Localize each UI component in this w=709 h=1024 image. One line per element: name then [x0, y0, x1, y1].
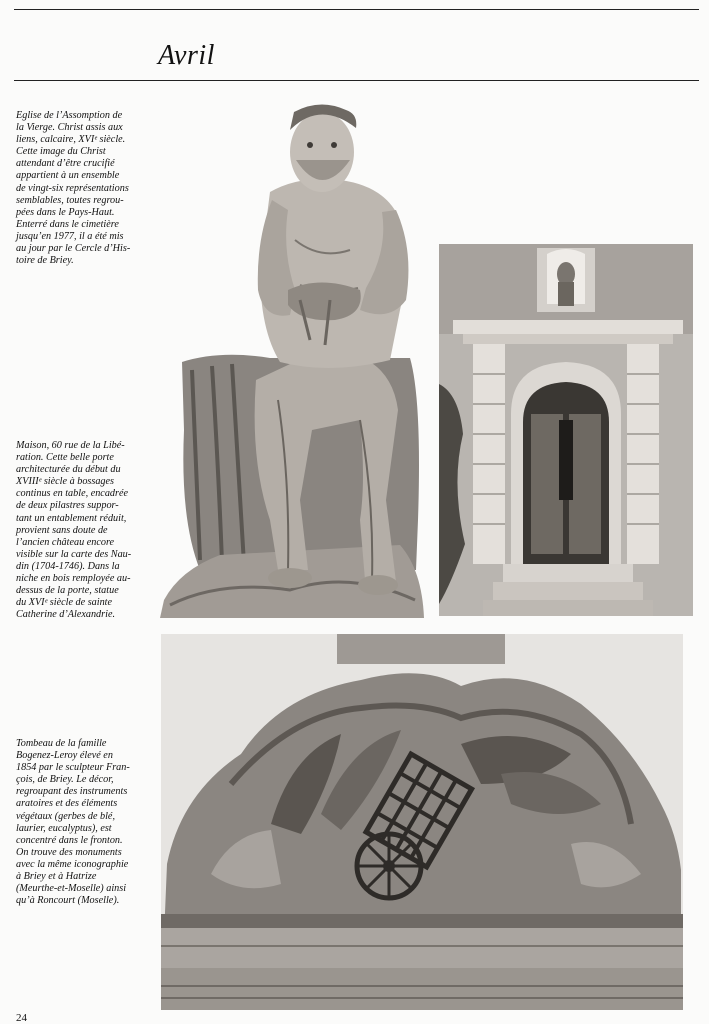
page-title: Avril: [158, 40, 215, 71]
photo-tomb-pediment: [161, 634, 683, 1010]
caption-house-doorway: Maison, 60 rue de la Libé- ration. Cette belle porte architecturée du début du XVIIIᵉ siècle à bossages continus en table, encadrée de deux pilastres suppor- tant un entablement réduit, provient sans doute de l’ancien château encore visible sur la carte des Nau- din (1704-1746). Dans la niche en bois remployée au- dessus de la porte, statue du XVIᵉ siècle de sainte Catherine d’Alexandrie.: [16, 440, 132, 621]
title-rule: [14, 80, 699, 81]
photo-christ-statue: [160, 100, 426, 618]
page-number: 24: [16, 1012, 27, 1024]
caption-christ-statue: Eglise de l’Assomption de la Vierge. Christ assis aux liens, calcaire, XVIᵉ siècle. Cette image du Christ attendant d’être crucifié appartient à un ensemble de vingt-six représentations semblables, toutes regrou- pées dans le Pays-Haut. Enterré dans le cimetière jusqu’en 1977, il a été mis au jour par le Cercle d’His- toire de Briey.: [16, 110, 131, 267]
top-rule: [14, 9, 699, 10]
photo-house-doorway: [439, 244, 693, 616]
caption-tomb-pediment: Tombeau de la famille Bogenez-Leroy élevé en 1854 par le sculpteur Fran- çois, de Briey. Le décor, regroupant des instruments aratoires et des éléments végétaux (gerbes de blé, laurier, eucalyptus), est concentré dans le fronton. On trouve des monuments avec la même iconographie à Briey et à Hatrize (Meurthe-et-Moselle) ainsi qu’à Roncourt (Moselle).: [16, 738, 130, 907]
